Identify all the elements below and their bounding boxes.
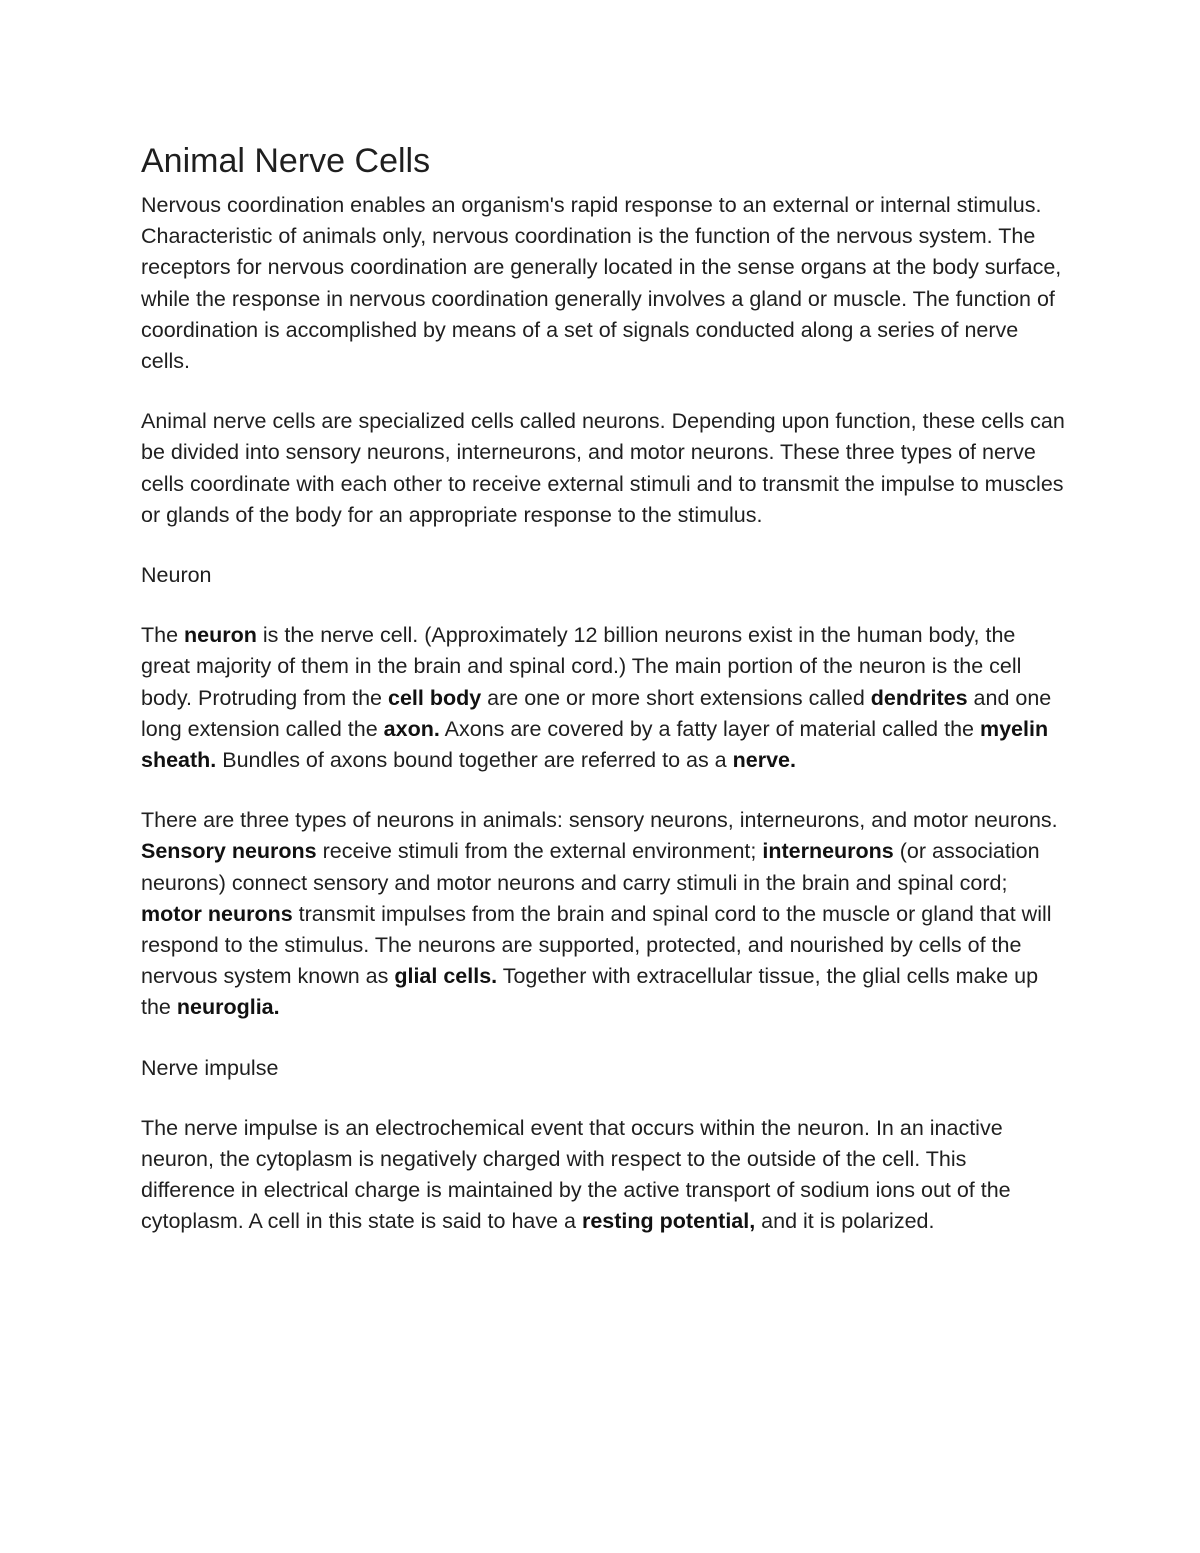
bold-term-cell-body: cell body — [387, 685, 482, 710]
bold-term-myelin-sheath: myelin sheath. — [141, 716, 1049, 773]
paragraph-neuron-types — [141, 805, 1066, 1023]
text-run: transmit impulses from the brain and spinal cord to the muscle or gland that will respond to the stimulus. The neurons are supported, protected, and nourished by cells of the nervous system known as — [141, 901, 1052, 989]
text-run: The nerve impulse is an electrochemical event that occurs within the neuron. In an inactive neuron, the cytoplasm is negatively charged with respect to the outside of the cell. This difference in electrical charge is maintained by the active transport of sodium ions out of the cytoplasm. A cell in this state is said to have a — [141, 1115, 1011, 1234]
paragraph-nervous-coordination: Nervous coordination enables an organism's rapid response to an external or internal stimulus. Characteristic of animals only, nervous coordination is the function of the nervous system. The receptors for nervous coordination are generally located in the sense organs at the body surface, while the response in nervous coordination generally involves a gland or muscle. The function of coordination is accomplished by means of a set of signals conducted along a series of nerve cells. — [141, 193, 1062, 374]
text-run: is the nerve cell. (Approximately 12 billion neurons exist in the human body, the great majority of them in the brain and spinal cord.) The main portion of the neuron is the cell body. Protruding from the — [141, 623, 1022, 710]
text-run: (or association neurons) connect sensory and motor neurons and carry stimuli in the brain and spinal cord; — [141, 839, 1040, 895]
bold-term-axon: axon. — [383, 716, 440, 741]
text-run: and it is polarized. — [755, 1209, 935, 1234]
paragraph-neuron — [141, 620, 1066, 776]
paragraph-nerve-impulse — [141, 1113, 1066, 1238]
bold-term-glial-cells: glial cells. — [394, 964, 498, 989]
bold-term-resting-potential: resting potential, — [581, 1209, 756, 1234]
text-run: are one or more short extensions called — [481, 685, 871, 710]
text-run: receive stimuli from the external environment; — [316, 839, 763, 864]
document-title: Animal Nerve Cells — [141, 142, 431, 180]
section-heading-nerve-impulse: Nerve impulse — [141, 1055, 279, 1080]
text-run: and one long extension called the — [141, 685, 1052, 741]
paragraph-animal-nerve-cells: Animal nerve cells are specialized cells called neurons. Depending upon function, these cells can be divided into sensory neurons, interneurons, and motor neurons. These three types of nerve cells coordinate with each other to receive external stimuli and to transmit the impulse to muscles or glands of the body for an appropriate response to the stimulus. — [141, 409, 1065, 527]
section-heading-neuron: Neuron — [141, 563, 212, 588]
text-run: The — [141, 623, 185, 648]
text-run: Bundles of axons bound together are referred to as a — [216, 748, 733, 773]
bold-term-neuron: neuron — [184, 623, 257, 648]
bold-term-nerve: nerve. — [732, 748, 796, 773]
text-run: There are three types of neurons in animals: sensory neurons, interneurons, and motor neurons. — [141, 808, 1058, 833]
bold-term-neuroglia: neuroglia. — [176, 995, 280, 1020]
bold-term-sensory-neurons: Sensory neurons — [141, 839, 317, 864]
text-run: Axons are covered by a fatty layer of material called the — [439, 716, 980, 741]
document-page — [141, 138, 1066, 1267]
text-run: Together with extracellular tissue, the glial cells make up the — [141, 964, 1039, 1020]
bold-term-motor-neurons: motor neurons — [141, 901, 293, 926]
bold-term-interneurons: interneurons — [762, 839, 894, 864]
bold-term-dendrites: dendrites — [870, 685, 968, 710]
